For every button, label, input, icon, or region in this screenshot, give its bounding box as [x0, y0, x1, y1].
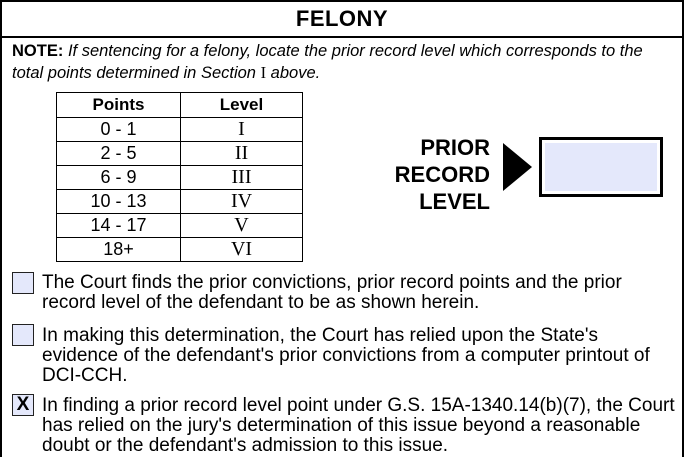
- note-label: NOTE:: [12, 42, 64, 60]
- table-row: [57, 214, 303, 238]
- table-row: [57, 142, 303, 166]
- table-header-row: [57, 93, 303, 118]
- points-cell: 18+: [57, 238, 181, 262]
- label-line-prior: PRIOR: [420, 135, 490, 160]
- points-cell: 14 - 17: [57, 214, 181, 238]
- level-cell: II: [181, 142, 303, 166]
- finding-3-checkbox[interactable]: X: [12, 394, 34, 416]
- finding-2-checkbox[interactable]: [12, 324, 34, 346]
- table-row: [57, 118, 303, 142]
- note-text-end: above.: [266, 64, 321, 82]
- arrow-right-icon: [503, 143, 532, 191]
- points-cell: 10 - 13: [57, 190, 181, 214]
- finding-3-text: In finding a prior record level point under G.S. 15A-1340.14(b)(7), the Court has relied on the jury's determination of this issue beyond a reasonable doubt or the defendant's admission to this issue.: [42, 395, 675, 456]
- points-level-table: [56, 92, 303, 262]
- level-header: Level: [181, 93, 303, 118]
- level-cell: I: [181, 118, 303, 142]
- section-header: [0, 0, 684, 38]
- level-cell: III: [181, 166, 303, 190]
- prior-record-level-label: [384, 134, 490, 215]
- note-section-ref: I: [260, 63, 267, 82]
- prior-record-level-input[interactable]: [545, 143, 657, 191]
- table-row: [57, 190, 303, 214]
- finding-1-checkbox[interactable]: [12, 272, 34, 294]
- prior-record-level-field[interactable]: [539, 137, 663, 197]
- note-text: [12, 42, 643, 82]
- level-cell: IV: [181, 190, 303, 214]
- level-cell: VI: [181, 238, 303, 262]
- table-row: [57, 238, 303, 262]
- finding-1-text: The Court finds the prior convictions, prior record points and the prior record level of the defendant to be as shown herein.: [42, 272, 622, 313]
- points-cell: 0 - 1: [57, 118, 181, 142]
- level-cell: V: [181, 214, 303, 238]
- table-row: [57, 166, 303, 190]
- points-cell: 6 - 9: [57, 166, 181, 190]
- note-text-start: If sentencing for a felony, locate the prior record level which corresponds to the total points determined in Section: [12, 42, 643, 82]
- section-title: FELONY: [295, 6, 389, 31]
- label-line-record: RECORD: [394, 162, 490, 187]
- note-paragraph: [12, 41, 672, 84]
- points-cell: 2 - 5: [57, 142, 181, 166]
- finding-2-text: In making this determination, the Court has relied upon the State's evidence of the defendant's prior convictions from a computer printout of DCI-CCH.: [42, 325, 650, 386]
- points-header: Points: [57, 93, 181, 118]
- label-line-level: LEVEL: [419, 189, 490, 214]
